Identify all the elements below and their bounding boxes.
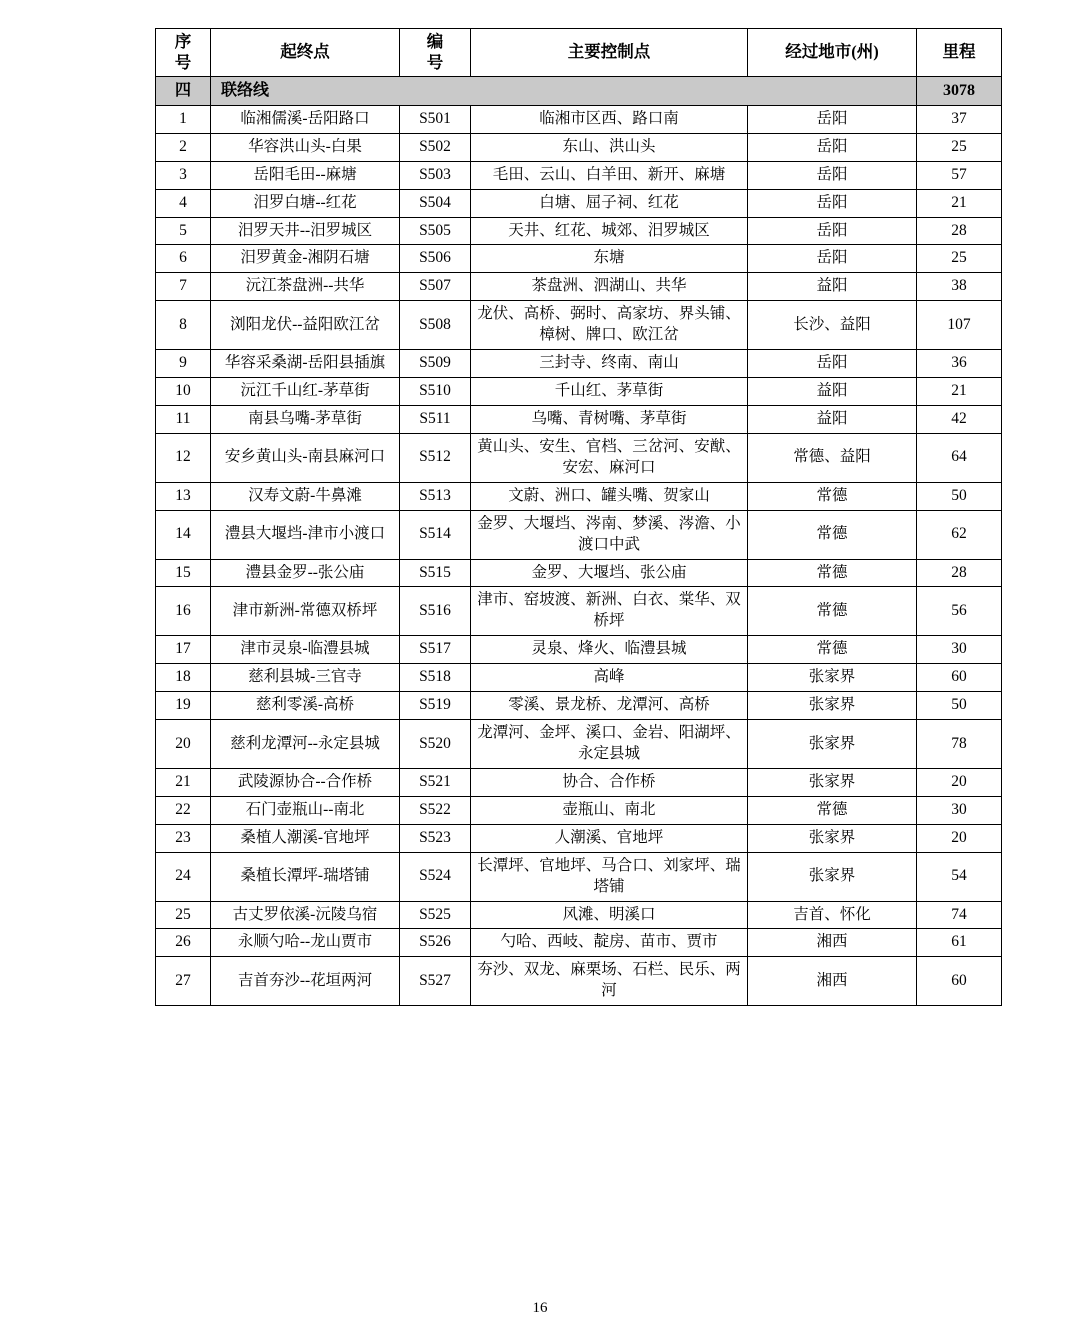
table-row [156,587,1002,636]
table-row [156,957,1002,1006]
cell-code: S524 [400,852,471,901]
cell-code: S527 [400,957,471,1006]
cell-endpoints: 沅江千山红-茅草街 [211,378,400,406]
cell-control-points: 夯沙、双龙、麻栗场、石栏、民乐、两河 [471,957,748,1006]
cell-seq: 17 [156,636,211,664]
cell-endpoints: 汨罗天井--汨罗城区 [211,217,400,245]
cell-seq: 15 [156,559,211,587]
cell-code: S507 [400,273,471,301]
table-row [156,852,1002,901]
cell-endpoints: 华容采桑湖-岳阳县插旗 [211,350,400,378]
column-header-mileage: 里程 [917,29,1002,77]
cell-endpoints: 浏阳龙伏--益阳欧江岔 [211,301,400,350]
cell-endpoints: 吉首夯沙--花垣两河 [211,957,400,1006]
cell-mileage: 37 [917,105,1002,133]
table-row [156,692,1002,720]
cell-control-points: 零溪、景龙桥、龙潭河、高桥 [471,692,748,720]
cell-seq: 1 [156,105,211,133]
cell-endpoints: 桑植人潮溪-官地坪 [211,824,400,852]
cell-endpoints: 汨罗白塘--红花 [211,189,400,217]
cell-code: S525 [400,901,471,929]
section-label: 四 [156,77,211,106]
table-row [156,161,1002,189]
cell-control-points: 金罗、大堰垱、涔南、梦溪、涔澹、小渡口中武 [471,510,748,559]
table-row [156,720,1002,769]
column-header-endpoints: 起终点 [211,29,400,77]
cell-mileage: 61 [917,929,1002,957]
cell-cities: 湘西 [748,957,917,1006]
cell-cities: 张家界 [748,692,917,720]
cell-seq: 12 [156,433,211,482]
cell-endpoints: 慈利零溪-高桥 [211,692,400,720]
cell-mileage: 36 [917,350,1002,378]
cell-code: S519 [400,692,471,720]
route-table [155,28,1002,1006]
table-row [156,273,1002,301]
cell-control-points: 协合、合作桥 [471,768,748,796]
cell-seq: 18 [156,664,211,692]
table-row [156,929,1002,957]
cell-code: S515 [400,559,471,587]
cell-control-points: 风滩、明溪口 [471,901,748,929]
table-row [156,350,1002,378]
cell-cities: 常德 [748,796,917,824]
cell-endpoints: 沅江茶盘洲--共华 [211,273,400,301]
cell-code: S506 [400,245,471,273]
table-row [156,245,1002,273]
cell-code: S505 [400,217,471,245]
column-header-cities: 经过地市(州) [748,29,917,77]
cell-endpoints: 华容洪山头-白果 [211,133,400,161]
cell-mileage: 60 [917,957,1002,1006]
cell-control-points: 津市、窑坡渡、新洲、白衣、棠华、双桥坪 [471,587,748,636]
cell-mileage: 21 [917,189,1002,217]
cell-seq: 23 [156,824,211,852]
cell-cities: 常德 [748,587,917,636]
cell-seq: 16 [156,587,211,636]
cell-control-points: 龙潭河、金坪、溪口、金岩、阳湖坪、永定县城 [471,720,748,769]
cell-seq: 24 [156,852,211,901]
cell-seq: 25 [156,901,211,929]
cell-endpoints: 汨罗黄金-湘阴石塘 [211,245,400,273]
cell-control-points: 千山红、茅草街 [471,378,748,406]
table-row [156,559,1002,587]
cell-seq: 13 [156,482,211,510]
cell-cities: 长沙、益阳 [748,301,917,350]
cell-control-points: 白塘、屈子祠、红花 [471,189,748,217]
cell-mileage: 50 [917,482,1002,510]
cell-cities: 益阳 [748,378,917,406]
cell-mileage: 20 [917,824,1002,852]
cell-mileage: 78 [917,720,1002,769]
cell-endpoints: 津市灵泉-临澧县城 [211,636,400,664]
table-row [156,796,1002,824]
cell-mileage: 28 [917,559,1002,587]
cell-seq: 3 [156,161,211,189]
cell-endpoints: 石门壶瓶山--南北 [211,796,400,824]
cell-control-points: 毛田、云山、白羊田、新开、麻塘 [471,161,748,189]
cell-endpoints: 澧县金罗--张公庙 [211,559,400,587]
cell-code: S508 [400,301,471,350]
cell-control-points: 天井、红花、城郊、汨罗城区 [471,217,748,245]
table-row [156,510,1002,559]
cell-mileage: 25 [917,133,1002,161]
cell-endpoints: 慈利龙潭河--永定县城 [211,720,400,769]
cell-cities: 湘西 [748,929,917,957]
cell-mileage: 74 [917,901,1002,929]
cell-cities: 张家界 [748,664,917,692]
cell-code: S504 [400,189,471,217]
cell-code: S502 [400,133,471,161]
column-header-code-line2: 号 [426,52,444,72]
cell-cities: 常德 [748,510,917,559]
cell-cities: 张家界 [748,768,917,796]
cell-control-points: 勺哈、西岐、靛房、苗市、贾市 [471,929,748,957]
cell-cities: 张家界 [748,852,917,901]
table-header [156,29,1002,77]
cell-seq: 21 [156,768,211,796]
cell-code: S512 [400,433,471,482]
cell-cities: 吉首、怀化 [748,901,917,929]
cell-code: S517 [400,636,471,664]
cell-control-points: 东塘 [471,245,748,273]
cell-mileage: 54 [917,852,1002,901]
cell-cities: 益阳 [748,273,917,301]
cell-code: S523 [400,824,471,852]
cell-mileage: 60 [917,664,1002,692]
cell-cities: 常德 [748,636,917,664]
cell-cities: 益阳 [748,405,917,433]
column-header-seq-line2: 号 [174,52,192,72]
cell-endpoints: 桑植长潭坪-瑞塔铺 [211,852,400,901]
cell-mileage: 30 [917,636,1002,664]
table-row [156,433,1002,482]
cell-mileage: 38 [917,273,1002,301]
column-header-code-line1: 编 [426,32,444,51]
cell-mileage: 42 [917,405,1002,433]
cell-seq: 26 [156,929,211,957]
cell-mileage: 21 [917,378,1002,406]
cell-code: S520 [400,720,471,769]
cell-endpoints: 古丈罗依溪-沅陵乌宿 [211,901,400,929]
table-row [156,482,1002,510]
cell-code: S516 [400,587,471,636]
cell-control-points: 茶盘洲、泗湖山、共华 [471,273,748,301]
cell-endpoints: 武陵源协合--合作桥 [211,768,400,796]
table-row [156,636,1002,664]
cell-mileage: 56 [917,587,1002,636]
cell-seq: 9 [156,350,211,378]
table-row [156,664,1002,692]
cell-control-points: 壶瓶山、南北 [471,796,748,824]
cell-control-points: 乌嘴、青树嘴、茅草街 [471,405,748,433]
cell-endpoints: 澧县大堰垱-津市小渡口 [211,510,400,559]
cell-control-points: 临湘市区西、路口南 [471,105,748,133]
cell-code: S511 [400,405,471,433]
cell-seq: 8 [156,301,211,350]
cell-endpoints: 南县乌嘴-茅草街 [211,405,400,433]
cell-seq: 5 [156,217,211,245]
table-row [156,105,1002,133]
cell-control-points: 高峰 [471,664,748,692]
cell-code: S510 [400,378,471,406]
page-number: 16 [532,1300,548,1316]
table-body [156,77,1002,1006]
cell-mileage: 20 [917,768,1002,796]
cell-endpoints: 永顺勺哈--龙山贾市 [211,929,400,957]
cell-code: S514 [400,510,471,559]
table-row [156,378,1002,406]
section-mileage: 3078 [917,77,1002,106]
cell-endpoints: 安乡黄山头-南县麻河口 [211,433,400,482]
cell-mileage: 30 [917,796,1002,824]
cell-control-points: 人潮溪、官地坪 [471,824,748,852]
cell-mileage: 62 [917,510,1002,559]
cell-endpoints: 慈利县城-三官寺 [211,664,400,692]
cell-mileage: 28 [917,217,1002,245]
cell-code: S513 [400,482,471,510]
table-row [156,133,1002,161]
cell-mileage: 64 [917,433,1002,482]
cell-seq: 20 [156,720,211,769]
cell-control-points: 东山、洪山头 [471,133,748,161]
cell-control-points: 三封寺、终南、南山 [471,350,748,378]
cell-cities: 岳阳 [748,350,917,378]
cell-control-points: 文蔚、洲口、罐头嘴、贺家山 [471,482,748,510]
cell-mileage: 50 [917,692,1002,720]
cell-cities: 岳阳 [748,161,917,189]
cell-code: S522 [400,796,471,824]
cell-control-points: 长潭坪、官地坪、马合口、刘家坪、瑞塔铺 [471,852,748,901]
cell-code: S509 [400,350,471,378]
column-header-seq [156,29,211,77]
cell-code: S521 [400,768,471,796]
cell-seq: 4 [156,189,211,217]
cell-control-points: 金罗、大堰垱、张公庙 [471,559,748,587]
table-row [156,301,1002,350]
table-row [156,217,1002,245]
cell-code: S518 [400,664,471,692]
cell-seq: 10 [156,378,211,406]
cell-cities: 常德 [748,559,917,587]
cell-seq: 7 [156,273,211,301]
table-header-row [156,29,1002,77]
cell-cities: 常德、益阳 [748,433,917,482]
cell-seq: 11 [156,405,211,433]
cell-endpoints: 岳阳毛田--麻塘 [211,161,400,189]
cell-endpoints: 临湘儒溪-岳阳路口 [211,105,400,133]
cell-cities: 张家界 [748,720,917,769]
section-row [156,77,1002,106]
cell-seq: 19 [156,692,211,720]
cell-cities: 岳阳 [748,133,917,161]
cell-seq: 6 [156,245,211,273]
cell-endpoints: 汉寿文蔚-牛鼻滩 [211,482,400,510]
section-title: 联络线 [211,77,917,106]
cell-cities: 岳阳 [748,189,917,217]
cell-control-points: 黄山头、安生、官档、三岔河、安猷、安宏、麻河口 [471,433,748,482]
cell-endpoints: 津市新洲-常德双桥坪 [211,587,400,636]
column-header-code [400,29,471,77]
cell-mileage: 107 [917,301,1002,350]
cell-mileage: 25 [917,245,1002,273]
cell-code: S503 [400,161,471,189]
cell-seq: 27 [156,957,211,1006]
cell-cities: 岳阳 [748,217,917,245]
table-row [156,901,1002,929]
cell-code: S526 [400,929,471,957]
cell-seq: 2 [156,133,211,161]
cell-mileage: 57 [917,161,1002,189]
cell-seq: 14 [156,510,211,559]
table-row [156,824,1002,852]
column-header-seq-line1: 序 [174,32,192,51]
table-row [156,405,1002,433]
cell-code: S501 [400,105,471,133]
cell-cities: 岳阳 [748,105,917,133]
cell-cities: 岳阳 [748,245,917,273]
cell-control-points: 龙伏、高桥、弼时、高家坊、界头铺、樟树、牌口、欧江岔 [471,301,748,350]
cell-seq: 22 [156,796,211,824]
table-row [156,768,1002,796]
column-header-control-points: 主要控制点 [471,29,748,77]
table-row [156,189,1002,217]
cell-control-points: 灵泉、烽火、临澧县城 [471,636,748,664]
cell-cities: 常德 [748,482,917,510]
cell-cities: 张家界 [748,824,917,852]
